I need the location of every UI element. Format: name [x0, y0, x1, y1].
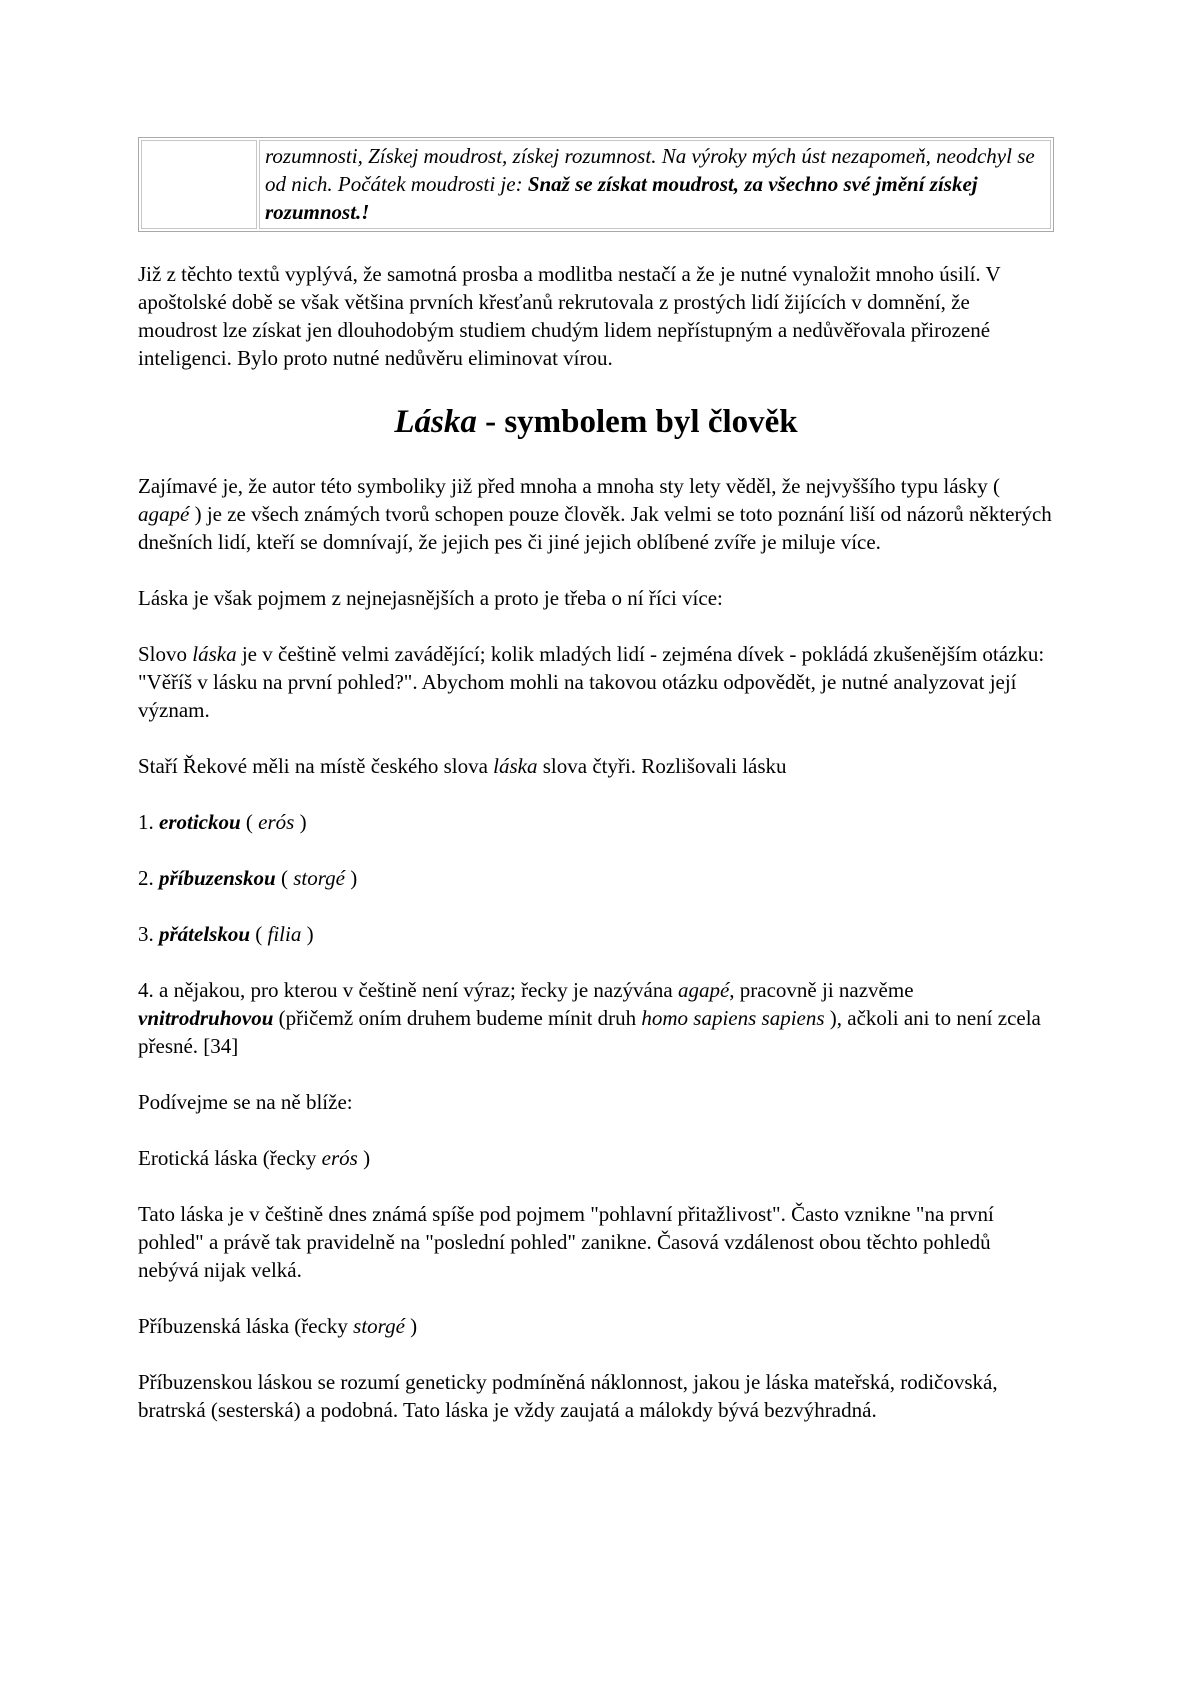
text-segment: ), ačkoli ani to není zcela přesné. [34] [138, 1006, 1041, 1058]
text-segment: je v češtině velmi zavádějící; kolik mladých lidí - zejména dívek - pokládá zkušenějším otázku: "Věříš v lásku na první pohled?". Abychom mohli na takovou otázku odpovědět, je nutné analyzovat její význam. [138, 642, 1045, 722]
paragraph-tato-laska [138, 1200, 1054, 1284]
text-segment: ) [404, 1314, 418, 1338]
heading-rest: - symbolem byl člověk [476, 404, 798, 440]
paragraph-zajimave [138, 472, 1054, 556]
text-segment-italic: filia [267, 922, 302, 946]
text-segment: ) [294, 810, 307, 834]
text-segment: Láska je však pojmem z nejnejasnějších a proto je třeba o ní říci více: [138, 586, 723, 610]
text-segment-italic: erós [258, 810, 295, 834]
text-segment: pracovně ji nazvěme [734, 978, 914, 1002]
text-segment-italic: agapé [138, 502, 190, 526]
list-item-erotickou [138, 808, 1054, 836]
paragraph-ctvrta-laska [138, 976, 1054, 1060]
paragraph-intro [138, 260, 1054, 372]
text-segment: ) je ze všech známých tvorů schopen pouze člověk. Jak velmi se toto poznání liší od názorů některých dnešních lidí, kteří se domnívají, že jejich pes či jiné jejich oblíbené zvíře je miluje více. [138, 502, 1052, 554]
text-segment: slova čtyři. Rozlišovali lásku [537, 754, 787, 778]
quote-table [138, 137, 1054, 232]
text-segment: (přičemž oním druhem budeme mínit druh [273, 1006, 642, 1030]
paragraph-laska-pojem [138, 584, 1054, 612]
text-segment: Erotická láska (řecky [138, 1146, 322, 1170]
text-segment: Zajímavé je, že autor této symboliky již před mnoha a mnoha sty lety věděl, že nejvyššího typu lásky ( [138, 474, 1000, 498]
text-segment-italic: homo sapiens sapiens [641, 1006, 825, 1030]
quote-cell-text [259, 140, 1051, 229]
paragraph-pribuzenska-laska-titul [138, 1312, 1054, 1340]
quote-text-bold: Snaž se získat moudrost, za všechno své jmění získej rozumnost.! [265, 172, 978, 224]
section-heading [138, 400, 1054, 444]
list-item-pribuzenskou [138, 864, 1054, 892]
text-segment: Tato láska je v češtině dnes známá spíše pod pojmem "pohlavní přitažlivost". Často vznikne "na první pohled" a právě tak pravidelně na "poslední pohled" zanikne. Časová vzdálenost obou těchto pohledů nebývá nijak velká. [138, 1202, 994, 1282]
text-segment: ) [344, 866, 358, 890]
paragraph-eroticka-laska-titul [138, 1144, 1054, 1172]
text-segment: Již z těchto textů vyplývá, že samotná prosba a modlitba nestačí a že je nutné vynaložit mnoho úsilí. V apoštolské době se však většina prvních křesťanů rekrutovala z prostých lidí žijících v domnění, že moudrost lze získat jen dlouhodobým studiem chudým lidem nepřístupným a nedůvěřovala přirozené inteligenci. Bylo proto nutné nedůvěru eliminovat vírou. [138, 262, 1001, 370]
text-segment: Staří Řekové měli na místě českého slova [138, 754, 494, 778]
text-segment-bold-italic: příbuzenskou [159, 866, 276, 890]
text-segment: ( [250, 922, 268, 946]
text-segment: 4. a nějakou, pro kterou v češtině není výraz; řecky je nazývána [138, 978, 678, 1002]
text-segment: Příbuzenskou láskou se rozumí geneticky podmíněná náklonnost, jakou je láska mateřská, rodičovská, bratrská (sesterská) a podobná. Tato láska je vždy zaujatá a málokdy bývá bezvýhradná. [138, 1370, 998, 1422]
text-segment-bold-italic: přátelskou [159, 922, 251, 946]
text-segment: ) [301, 922, 314, 946]
text-segment: Slovo [138, 642, 193, 666]
quote-cell-empty [141, 140, 257, 229]
text-segment-bold-italic: vnitrodruhovou [138, 1006, 274, 1030]
text-segment-italic: storgé [293, 866, 345, 890]
text-segment-italic: erós [321, 1146, 358, 1170]
text-segment: ( [275, 866, 294, 890]
text-segment-bold-italic: erotickou [159, 810, 241, 834]
heading-italic-word: Láska [394, 404, 477, 440]
text-segment: Podívejme se na ně blíže: [138, 1090, 353, 1114]
paragraph-pribuzenskou-laskou [138, 1368, 1054, 1424]
text-segment: ) [357, 1146, 371, 1170]
quote-table-row [141, 140, 1051, 229]
text-segment: 1. [138, 810, 159, 834]
paragraph-slovo-laska [138, 640, 1054, 724]
quote-text-regular: rozumnosti, Získej moudrost, získej rozumnost. Na výroky mých úst nezapomeň, neodchyl se od nich. Počátek moudrosti je: [265, 144, 1035, 196]
text-segment-italic: storgé [353, 1314, 405, 1338]
text-segment: 3. [138, 922, 159, 946]
text-segment: 2. [138, 866, 159, 890]
text-segment-italic: láska [493, 754, 538, 778]
paragraph-stari-rekove [138, 752, 1054, 780]
text-segment-italic: láska [192, 642, 237, 666]
text-segment: ( [240, 810, 259, 834]
text-segment: Příbuzenská láska (řecky [138, 1314, 354, 1338]
text-segment-italic: agapé, [677, 978, 735, 1002]
paragraph-podivejme [138, 1088, 1054, 1116]
list-item-pratelskou [138, 920, 1054, 948]
